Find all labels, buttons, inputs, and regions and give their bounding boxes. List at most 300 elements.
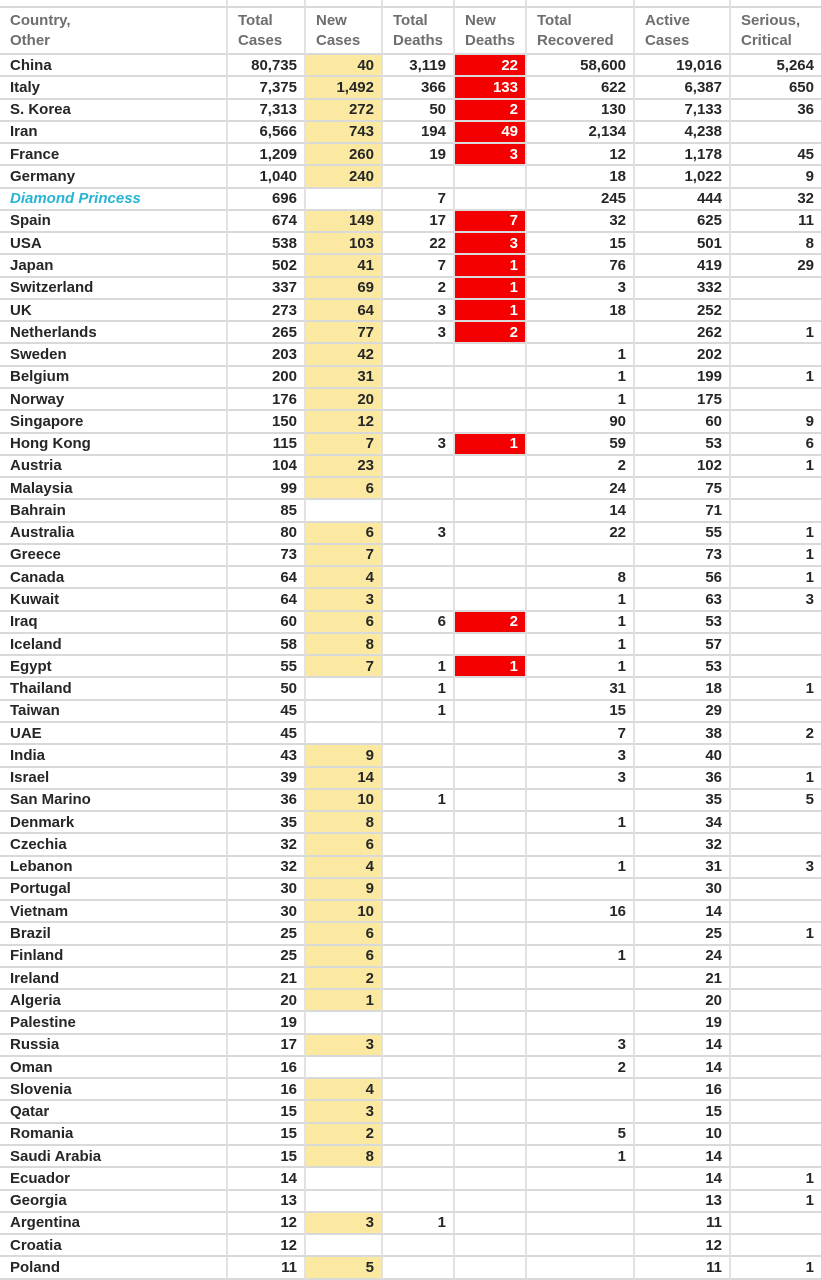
serious-critical-cell <box>731 612 821 634</box>
total-deaths-cell: 3 <box>383 300 455 322</box>
serious-critical-cell: 5,264 <box>731 55 821 77</box>
active-cases-cell: 11 <box>635 1213 731 1235</box>
top-partial-row <box>0 0 821 8</box>
table-row <box>0 723 821 745</box>
total-cases-cell: 538 <box>228 233 306 255</box>
country-cell: Israel <box>0 768 228 790</box>
serious-critical-cell <box>731 1035 821 1057</box>
table-row <box>0 1012 821 1034</box>
total-cases-cell: 85 <box>228 500 306 522</box>
table-row <box>0 478 821 500</box>
total-recovered-cell: 245 <box>527 189 635 211</box>
serious-critical-cell <box>731 834 821 856</box>
country-cell: Canada <box>0 567 228 589</box>
new-cases-cell <box>306 1012 383 1034</box>
active-cases-cell: 20 <box>635 990 731 1012</box>
partial-cell <box>228 0 306 8</box>
active-cases-cell: 16 <box>635 1079 731 1101</box>
new-deaths-cell: 1 <box>455 255 527 277</box>
new-cases-cell: 14 <box>306 768 383 790</box>
partial-cell <box>306 0 383 8</box>
total-deaths-cell <box>383 879 455 901</box>
serious-critical-cell <box>731 946 821 968</box>
total-cases-cell: 7,375 <box>228 77 306 99</box>
country-cell: Sweden <box>0 344 228 366</box>
total-recovered-cell <box>527 1191 635 1213</box>
new-deaths-cell <box>455 1168 527 1190</box>
active-cases-cell: 262 <box>635 322 731 344</box>
total-recovered-cell: 1 <box>527 946 635 968</box>
serious-critical-cell <box>731 1235 821 1257</box>
country-cell: Austria <box>0 456 228 478</box>
table-row <box>0 567 821 589</box>
serious-critical-cell <box>731 701 821 723</box>
column-header: New Cases <box>306 8 383 55</box>
new-cases-cell: 2 <box>306 968 383 990</box>
partial-cell <box>635 0 731 8</box>
total-deaths-cell: 1 <box>383 701 455 723</box>
country-cell: Thailand <box>0 678 228 700</box>
country-cell: Palestine <box>0 1012 228 1034</box>
total-deaths-cell <box>383 634 455 656</box>
new-deaths-cell <box>455 1079 527 1101</box>
table-row <box>0 1124 821 1146</box>
total-recovered-cell: 90 <box>527 411 635 433</box>
serious-critical-cell: 1 <box>731 923 821 945</box>
new-deaths-cell <box>455 344 527 366</box>
total-cases-cell: 15 <box>228 1146 306 1168</box>
total-deaths-cell: 1 <box>383 656 455 678</box>
table-row <box>0 923 821 945</box>
new-deaths-cell: 49 <box>455 122 527 144</box>
country-cell: Portugal <box>0 879 228 901</box>
serious-critical-cell: 1 <box>731 545 821 567</box>
total-deaths-cell <box>383 589 455 611</box>
serious-critical-cell: 9 <box>731 166 821 188</box>
active-cases-cell: 1,178 <box>635 144 731 166</box>
serious-critical-cell <box>731 901 821 923</box>
total-deaths-cell <box>383 367 455 389</box>
total-cases-cell: 1,209 <box>228 144 306 166</box>
table-row <box>0 55 821 77</box>
new-deaths-cell <box>455 1012 527 1034</box>
serious-critical-cell <box>731 1012 821 1034</box>
total-cases-cell: 16 <box>228 1057 306 1079</box>
total-deaths-cell: 1 <box>383 1213 455 1235</box>
new-deaths-cell <box>455 389 527 411</box>
country-cell: Vietnam <box>0 901 228 923</box>
active-cases-cell: 57 <box>635 634 731 656</box>
total-deaths-cell <box>383 745 455 767</box>
table-row <box>0 834 821 856</box>
total-cases-cell: 115 <box>228 434 306 456</box>
country-cell: UK <box>0 300 228 322</box>
total-recovered-cell: 7 <box>527 723 635 745</box>
new-cases-cell: 4 <box>306 1079 383 1101</box>
new-cases-cell: 69 <box>306 278 383 300</box>
new-deaths-cell <box>455 1191 527 1213</box>
country-cell: Poland <box>0 1257 228 1279</box>
serious-critical-cell: 45 <box>731 144 821 166</box>
new-cases-cell: 7 <box>306 656 383 678</box>
table-row <box>0 300 821 322</box>
table-row <box>0 456 821 478</box>
new-cases-cell: 20 <box>306 389 383 411</box>
active-cases-cell: 10 <box>635 1124 731 1146</box>
new-deaths-cell <box>455 723 527 745</box>
country-cell: Ireland <box>0 968 228 990</box>
serious-critical-cell: 9 <box>731 411 821 433</box>
country-cell: Qatar <box>0 1101 228 1123</box>
column-header: Total Cases <box>228 8 306 55</box>
new-cases-cell: 2 <box>306 1124 383 1146</box>
active-cases-cell: 1,022 <box>635 166 731 188</box>
total-cases-cell: 7,313 <box>228 100 306 122</box>
total-deaths-cell: 50 <box>383 100 455 122</box>
country-cell: Slovenia <box>0 1079 228 1101</box>
total-recovered-cell: 31 <box>527 678 635 700</box>
country-cell: Singapore <box>0 411 228 433</box>
total-recovered-cell: 76 <box>527 255 635 277</box>
total-deaths-cell <box>383 990 455 1012</box>
total-deaths-cell <box>383 901 455 923</box>
serious-critical-cell: 3 <box>731 589 821 611</box>
new-deaths-cell <box>455 478 527 500</box>
serious-critical-cell <box>731 879 821 901</box>
active-cases-cell: 25 <box>635 923 731 945</box>
total-recovered-cell: 3 <box>527 768 635 790</box>
new-cases-cell <box>306 1057 383 1079</box>
new-deaths-cell: 22 <box>455 55 527 77</box>
country-cell: Norway <box>0 389 228 411</box>
new-deaths-cell <box>455 545 527 567</box>
total-recovered-cell <box>527 923 635 945</box>
new-cases-cell: 8 <box>306 634 383 656</box>
new-deaths-cell: 7 <box>455 211 527 233</box>
table-row <box>0 344 821 366</box>
table-row <box>0 1101 821 1123</box>
total-deaths-cell <box>383 1146 455 1168</box>
new-cases-cell: 3 <box>306 1035 383 1057</box>
table-header-row <box>0 8 821 55</box>
total-deaths-cell: 6 <box>383 612 455 634</box>
serious-critical-cell: 1 <box>731 1191 821 1213</box>
total-cases-cell: 200 <box>228 367 306 389</box>
total-cases-cell: 39 <box>228 768 306 790</box>
total-cases-cell: 11 <box>228 1257 306 1279</box>
active-cases-cell: 199 <box>635 367 731 389</box>
active-cases-cell: 6,387 <box>635 77 731 99</box>
total-cases-cell: 45 <box>228 723 306 745</box>
total-recovered-cell: 59 <box>527 434 635 456</box>
new-deaths-cell: 3 <box>455 233 527 255</box>
country-cell: Brazil <box>0 923 228 945</box>
active-cases-cell: 63 <box>635 589 731 611</box>
total-cases-cell: 32 <box>228 857 306 879</box>
new-deaths-cell <box>455 589 527 611</box>
new-deaths-cell <box>455 166 527 188</box>
active-cases-cell: 14 <box>635 1035 731 1057</box>
table-row <box>0 968 821 990</box>
new-cases-cell <box>306 1168 383 1190</box>
new-deaths-cell <box>455 901 527 923</box>
total-cases-cell: 150 <box>228 411 306 433</box>
table-row <box>0 745 821 767</box>
table-row <box>0 678 821 700</box>
total-deaths-cell: 19 <box>383 144 455 166</box>
total-cases-cell: 696 <box>228 189 306 211</box>
total-cases-cell: 674 <box>228 211 306 233</box>
new-cases-cell: 64 <box>306 300 383 322</box>
new-cases-cell: 10 <box>306 901 383 923</box>
total-deaths-cell <box>383 968 455 990</box>
new-cases-cell: 1 <box>306 990 383 1012</box>
total-recovered-cell: 3 <box>527 1035 635 1057</box>
serious-critical-cell: 3 <box>731 857 821 879</box>
total-cases-cell: 1,040 <box>228 166 306 188</box>
total-recovered-cell <box>527 968 635 990</box>
total-deaths-cell <box>383 1257 455 1279</box>
new-deaths-cell <box>455 834 527 856</box>
serious-critical-cell: 5 <box>731 790 821 812</box>
new-deaths-cell <box>455 189 527 211</box>
partial-cell <box>455 0 527 8</box>
total-cases-cell: 16 <box>228 1079 306 1101</box>
total-deaths-cell <box>383 1057 455 1079</box>
new-cases-cell: 260 <box>306 144 383 166</box>
total-recovered-cell: 1 <box>527 1146 635 1168</box>
country-cell: Russia <box>0 1035 228 1057</box>
country-cell: S. Korea <box>0 100 228 122</box>
total-recovered-cell: 622 <box>527 77 635 99</box>
new-deaths-cell <box>455 812 527 834</box>
serious-critical-cell: 6 <box>731 434 821 456</box>
total-recovered-cell: 1 <box>527 344 635 366</box>
country-cell: Switzerland <box>0 278 228 300</box>
total-deaths-cell <box>383 768 455 790</box>
new-cases-cell: 10 <box>306 790 383 812</box>
total-recovered-cell: 1 <box>527 367 635 389</box>
new-cases-cell: 272 <box>306 100 383 122</box>
total-deaths-cell <box>383 411 455 433</box>
total-deaths-cell <box>383 1235 455 1257</box>
country-cell: Argentina <box>0 1213 228 1235</box>
total-cases-cell: 64 <box>228 589 306 611</box>
active-cases-cell: 14 <box>635 1057 731 1079</box>
table-row <box>0 1079 821 1101</box>
total-recovered-cell: 1 <box>527 857 635 879</box>
serious-critical-cell <box>731 500 821 522</box>
table-row <box>0 77 821 99</box>
table-row <box>0 1057 821 1079</box>
country-cell: France <box>0 144 228 166</box>
active-cases-cell: 38 <box>635 723 731 745</box>
active-cases-cell: 14 <box>635 1146 731 1168</box>
table-row <box>0 1146 821 1168</box>
active-cases-cell: 4,238 <box>635 122 731 144</box>
new-deaths-cell: 1 <box>455 300 527 322</box>
total-recovered-cell: 1 <box>527 612 635 634</box>
active-cases-cell: 252 <box>635 300 731 322</box>
active-cases-cell: 175 <box>635 389 731 411</box>
active-cases-cell: 55 <box>635 523 731 545</box>
total-cases-cell: 32 <box>228 834 306 856</box>
total-cases-cell: 502 <box>228 255 306 277</box>
total-deaths-cell: 1 <box>383 678 455 700</box>
table-row <box>0 812 821 834</box>
serious-critical-cell: 11 <box>731 211 821 233</box>
active-cases-cell: 30 <box>635 879 731 901</box>
new-cases-cell: 5 <box>306 1257 383 1279</box>
table-row <box>0 278 821 300</box>
total-cases-cell: 273 <box>228 300 306 322</box>
total-cases-cell: 203 <box>228 344 306 366</box>
serious-critical-cell: 29 <box>731 255 821 277</box>
new-deaths-cell: 1 <box>455 656 527 678</box>
total-deaths-cell <box>383 1035 455 1057</box>
total-recovered-cell <box>527 322 635 344</box>
new-cases-cell <box>306 723 383 745</box>
total-cases-cell: 17 <box>228 1035 306 1057</box>
new-cases-cell: 6 <box>306 612 383 634</box>
serious-critical-cell <box>731 1213 821 1235</box>
active-cases-cell: 56 <box>635 567 731 589</box>
table-row <box>0 790 821 812</box>
country-cell: UAE <box>0 723 228 745</box>
country-cell: Oman <box>0 1057 228 1079</box>
serious-critical-cell <box>731 1079 821 1101</box>
country-cell: Denmark <box>0 812 228 834</box>
active-cases-cell: 7,133 <box>635 100 731 122</box>
total-deaths-cell <box>383 500 455 522</box>
new-cases-cell: 7 <box>306 545 383 567</box>
total-cases-cell: 25 <box>228 923 306 945</box>
total-recovered-cell <box>527 1101 635 1123</box>
total-recovered-cell <box>527 1235 635 1257</box>
table-row <box>0 634 821 656</box>
country-cell: Romania <box>0 1124 228 1146</box>
serious-critical-cell: 36 <box>731 100 821 122</box>
total-recovered-cell: 14 <box>527 500 635 522</box>
active-cases-cell: 34 <box>635 812 731 834</box>
total-cases-cell: 35 <box>228 812 306 834</box>
active-cases-cell: 501 <box>635 233 731 255</box>
active-cases-cell: 40 <box>635 745 731 767</box>
total-cases-cell: 104 <box>228 456 306 478</box>
total-cases-cell: 99 <box>228 478 306 500</box>
new-deaths-cell <box>455 745 527 767</box>
active-cases-cell: 35 <box>635 790 731 812</box>
serious-critical-cell <box>731 1146 821 1168</box>
active-cases-cell: 21 <box>635 968 731 990</box>
table-row <box>0 322 821 344</box>
total-recovered-cell: 18 <box>527 300 635 322</box>
new-deaths-cell <box>455 411 527 433</box>
total-deaths-cell <box>383 567 455 589</box>
active-cases-cell: 625 <box>635 211 731 233</box>
serious-critical-cell <box>731 634 821 656</box>
partial-cell <box>731 0 821 8</box>
serious-critical-cell <box>731 1124 821 1146</box>
table-row <box>0 946 821 968</box>
total-deaths-cell: 194 <box>383 122 455 144</box>
total-deaths-cell: 3 <box>383 434 455 456</box>
new-deaths-cell <box>455 1257 527 1279</box>
total-cases-cell: 80 <box>228 523 306 545</box>
table-row <box>0 255 821 277</box>
total-deaths-cell <box>383 812 455 834</box>
serious-critical-cell: 1 <box>731 567 821 589</box>
total-deaths-cell <box>383 344 455 366</box>
serious-critical-cell: 1 <box>731 678 821 700</box>
country-cell: Greece <box>0 545 228 567</box>
total-recovered-cell: 5 <box>527 1124 635 1146</box>
total-deaths-cell <box>383 723 455 745</box>
serious-critical-cell: 1 <box>731 523 821 545</box>
active-cases-cell: 60 <box>635 411 731 433</box>
total-cases-cell: 12 <box>228 1213 306 1235</box>
table-row <box>0 589 821 611</box>
total-cases-cell: 13 <box>228 1191 306 1213</box>
new-cases-cell: 77 <box>306 322 383 344</box>
serious-critical-cell: 1 <box>731 1168 821 1190</box>
new-cases-cell: 240 <box>306 166 383 188</box>
total-recovered-cell <box>527 1213 635 1235</box>
new-deaths-cell: 2 <box>455 322 527 344</box>
active-cases-cell: 71 <box>635 500 731 522</box>
new-cases-cell: 743 <box>306 122 383 144</box>
table-row <box>0 545 821 567</box>
country-cell: Netherlands <box>0 322 228 344</box>
new-cases-cell: 6 <box>306 523 383 545</box>
table-row <box>0 1235 821 1257</box>
new-deaths-cell <box>455 923 527 945</box>
table-row <box>0 879 821 901</box>
country-cell: Egypt <box>0 656 228 678</box>
country-cell: Finland <box>0 946 228 968</box>
new-deaths-cell: 1 <box>455 278 527 300</box>
total-recovered-cell: 2 <box>527 1057 635 1079</box>
table-row <box>0 656 821 678</box>
new-cases-cell: 1,492 <box>306 77 383 99</box>
total-cases-cell: 64 <box>228 567 306 589</box>
serious-critical-cell <box>731 478 821 500</box>
new-deaths-cell: 1 <box>455 434 527 456</box>
serious-critical-cell: 650 <box>731 77 821 99</box>
serious-critical-cell <box>731 300 821 322</box>
total-recovered-cell: 130 <box>527 100 635 122</box>
table-row <box>0 523 821 545</box>
total-recovered-cell <box>527 1079 635 1101</box>
active-cases-cell: 19,016 <box>635 55 731 77</box>
serious-critical-cell <box>731 344 821 366</box>
total-cases-cell: 60 <box>228 612 306 634</box>
new-deaths-cell <box>455 990 527 1012</box>
new-deaths-cell <box>455 1235 527 1257</box>
serious-critical-cell <box>731 968 821 990</box>
active-cases-cell: 36 <box>635 768 731 790</box>
total-recovered-cell: 2,134 <box>527 122 635 144</box>
new-deaths-cell <box>455 1057 527 1079</box>
total-recovered-cell: 58,600 <box>527 55 635 77</box>
column-header: Country, Other <box>0 8 228 55</box>
table-row <box>0 144 821 166</box>
new-cases-cell: 6 <box>306 923 383 945</box>
new-cases-cell: 3 <box>306 1213 383 1235</box>
total-deaths-cell <box>383 1168 455 1190</box>
new-cases-cell: 9 <box>306 745 383 767</box>
total-recovered-cell: 22 <box>527 523 635 545</box>
